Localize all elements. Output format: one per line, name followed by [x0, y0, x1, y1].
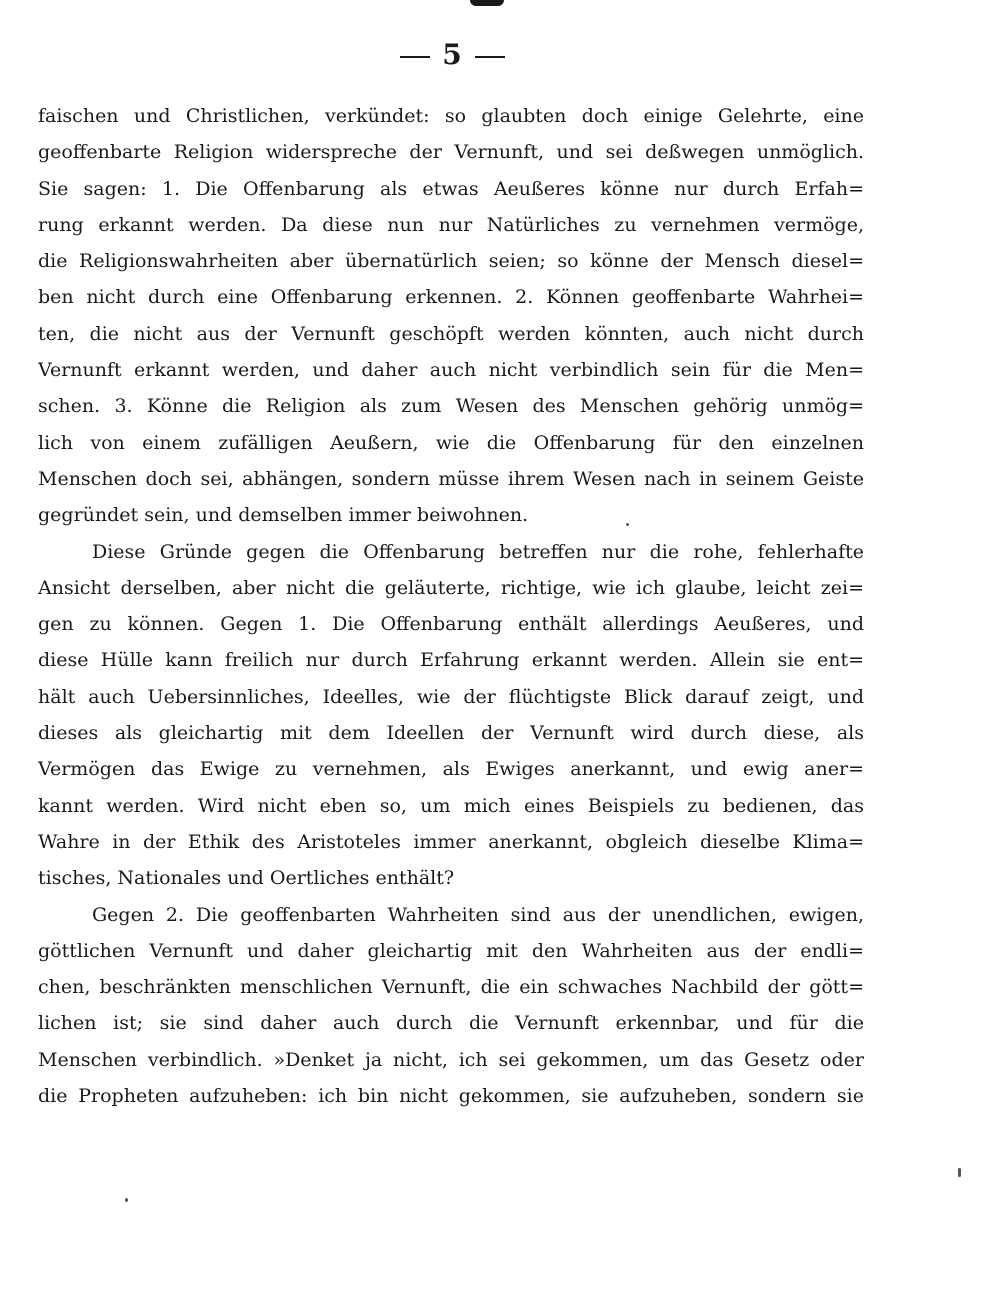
text-line: ten, die nicht aus der Vernunft geschöpft werden könnten, auch nicht durch: [38, 322, 864, 345]
text-line: göttlichen Vernunft und daher gleichartig mit den Wahrheiten aus der endli=: [38, 939, 864, 962]
text-line: schen. 3. Könne die Religion als zum Wesen des Menschen gehörig unmög=: [38, 395, 864, 418]
text-line: Vernunft erkannt werden, und daher auch nicht verbindlich sein für die Men=: [38, 359, 864, 382]
text-line: Gegen 2. Die geoffenbarten Wahrheiten sind aus der unendlichen, ewigen,: [92, 903, 864, 926]
text-line: Diese Gründe gegen die Offenbarung betreffen nur die rohe, fehlerhafte: [92, 540, 864, 563]
text-line: gegründet sein, und demselben immer beiwohnen.: [38, 504, 529, 527]
text-line: tisches, Nationales und Oertliches enthält?: [38, 867, 455, 890]
paper-speck: [626, 523, 629, 526]
text-line: Menschen doch sei, abhängen, sondern müsse ihrem Wesen nach in seinem Geiste: [38, 467, 864, 490]
text-line: lich von einem zufälligen Aeußern, wie die Offenbarung für den einzelnen: [38, 431, 864, 454]
paper-speck: [958, 1168, 961, 1177]
text-line: Ansicht derselben, aber nicht die geläuterte, richtige, wie ich glaube, leicht zei=: [38, 576, 864, 599]
text-line: die Religionswahrheiten aber übernatürlich seien; so könne der Mensch diesel=: [38, 250, 864, 273]
text-line: Wahre in der Ethik des Aristoteles immer anerkannt, obgleich dieselbe Klima=: [38, 830, 864, 853]
top-ink-mark: [470, 0, 504, 6]
text-line: gen zu können. Gegen 1. Die Offenbarung enthält allerdings Aeußeres, und: [38, 613, 864, 636]
text-line: lichen ist; sie sind daher auch durch die Vernunft erkennbar, und für die: [38, 1012, 864, 1035]
body-text: [38, 98, 864, 1114]
paper-speck: [125, 1198, 128, 1202]
text-line: Sie sagen: 1. Die Offenbarung als etwas Aeußeres könne nur durch Erfah=: [38, 177, 864, 200]
text-line: ben nicht durch eine Offenbarung erkennen. 2. Können geoffenbarte Wahrhei=: [38, 286, 864, 309]
text-line: dieses als gleichartig mit dem Ideellen der Vernunft wird durch diese, als: [38, 722, 864, 745]
text-line: hält auch Uebersinnliches, Ideelles, wie der flüchtigste Blick darauf zeigt, und: [38, 685, 864, 708]
text-line: geoffenbarte Religion widerspreche der Vernunft, und sei deßwegen unmöglich.: [38, 141, 864, 164]
dash-right: [475, 56, 505, 58]
text-line: Vermögen das Ewige zu vernehmen, als Ewiges anerkannt, und ewig aner=: [38, 758, 864, 781]
dash-left: [400, 56, 430, 58]
text-line: chen, beschränkten menschlichen Vernunft, die ein schwaches Nachbild der gött=: [38, 976, 864, 999]
text-line: faischen und Christlichen, verkündet: so glaubten doch einige Gelehrte, eine: [38, 105, 864, 127]
text-line: rung erkannt werden. Da diese nun nur Natürliches zu vernehmen vermöge,: [38, 213, 864, 236]
page-number-header: [0, 38, 905, 71]
text-line: die Propheten aufzuheben: ich bin nicht gekommen, sie aufzuheben, sondern sie: [38, 1085, 864, 1108]
text-line: diese Hülle kann freilich nur durch Erfahrung erkannt werden. Allein sie ent=: [38, 649, 864, 672]
text-line: kannt werden. Wird nicht eben so, um mich eines Beispiels zu bedienen, das: [38, 794, 864, 817]
page-number: 5: [442, 38, 463, 71]
text-line: Menschen verbindlich. »Denket ja nicht, ich sei gekommen, um das Gesetz oder: [38, 1048, 864, 1071]
